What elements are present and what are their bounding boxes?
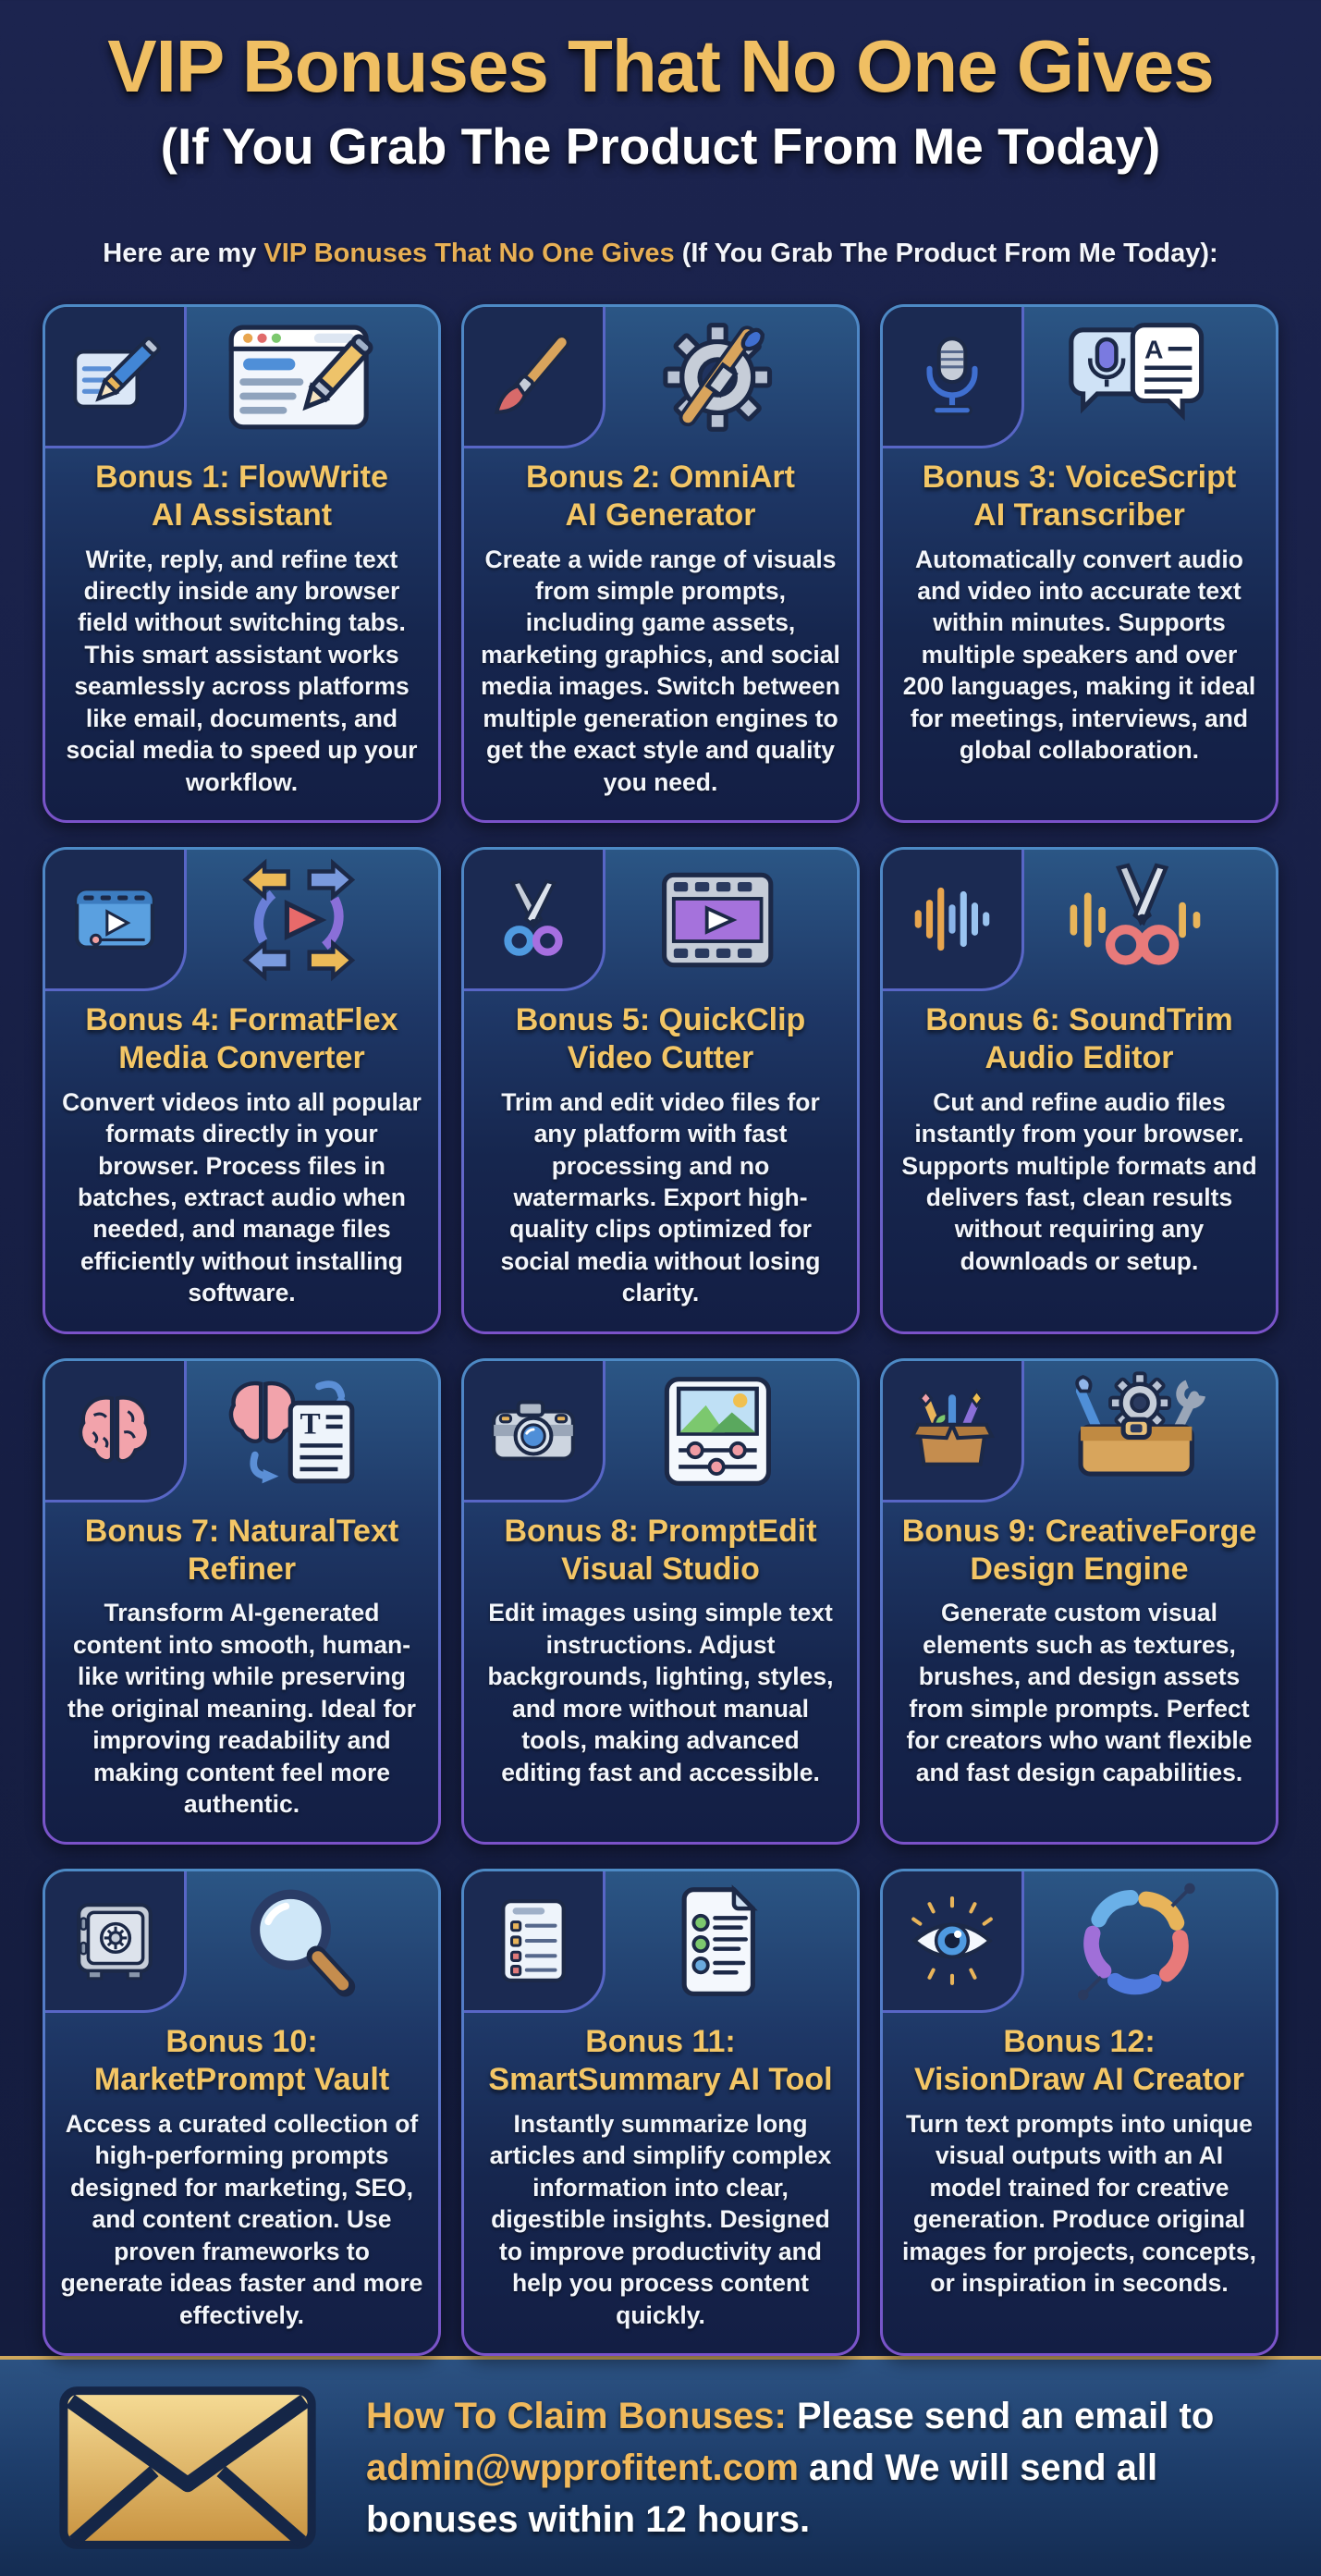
browser-pen-icon [187,307,410,448]
vault-icon [45,1871,187,2013]
image-sliders-icon [605,1361,829,1502]
bonus-card-title [470,1001,851,1077]
bonus-card-title-line: AI Assistant [151,497,333,533]
bonus-card-icons [464,307,857,448]
toolbox-icon [1024,1361,1248,1502]
bonus-card-description: Access a curated collection of high-performing prompts designed for marketing, SEO, and content creation. Use proven frameworks to generate ideas faster and more effectively. [60,2110,423,2329]
bonus-card-1 [43,304,441,823]
bonus-card-4 [43,847,441,1334]
waveform-icon [883,850,1024,991]
bonus-card-title-line: Refiner [187,1551,297,1587]
brain-icon [45,1361,187,1503]
bonus-card-3 [880,304,1278,823]
bonus-card-title-line: SmartSummary AI Tool [488,2062,833,2098]
svg-text:A: A [1144,335,1164,364]
bullet-doc-icon [605,1871,829,2012]
bonus-card-icons [464,1361,857,1502]
bonus-card-2 [461,304,860,823]
paintbrush-icon [464,307,605,448]
bonus-card-title [888,1513,1270,1589]
intro-suffix: (If You Grab The Product From Me Today): [674,239,1218,268]
bonus-card-11 [461,1869,860,2356]
bonus-card-description: Write, reply, and refine text directly inside any browser field without switching tabs. This smart assistant works seamlessly across platforms like email, documents, and social media to speed up your workflow. [66,545,418,796]
bonus-card-icons [45,850,438,990]
gear-brush-icon [605,307,829,448]
transcribe-chat-icon [1024,307,1248,448]
bonus-card-title-line: MarketPrompt Vault [93,2062,390,2098]
bonus-card-title-line: Bonus 6: SoundTrim [925,1002,1233,1038]
bonus-card-9 [880,1358,1278,1846]
bonus-card-icons [45,1871,438,2012]
intro-highlight: VIP Bonuses That No One Gives [263,239,675,268]
bonus-card-title-line: Bonus 11: [585,2024,736,2060]
craft-box-icon [883,1361,1024,1503]
bonus-card-icons [45,1361,438,1502]
bonus-card-title [51,459,433,534]
note-pen-icon [45,307,187,448]
bonus-card-6 [880,847,1278,1334]
bonus-card-12 [880,1869,1278,2356]
page-title: VIP Bonuses That No One Gives [107,25,1214,107]
bonus-card-description: Automatically convert audio and video into accurate text within minutes. Supports multiple speakers and over 200 languages, making it ideal for meetings, interviews, and global collaboration. [902,545,1256,765]
claim-heading: How To Claim Bonuses: [366,2396,787,2437]
filmstrip-play-icon [605,850,829,990]
bonus-card-title-line: Bonus 8: PromptEdit [504,1513,817,1549]
bonus-card-title-line: Bonus 2: OmniArt [526,460,795,495]
convert-arrows-icon [187,850,410,990]
waveform-scissors-icon [1024,850,1248,990]
intro-text [0,239,1321,269]
bonus-card-title-line: Bonus 3: VoiceScript [922,460,1237,495]
page-subtitle: (If You Grab The Product From Me Today) [160,117,1161,175]
bonus-card-description: Transform AI-generated content into smooth, human-like writing while preserving the original meaning. Ideal for improving readability and making content feel more authentic. [67,1599,416,1818]
bonus-card-icons [883,1871,1276,2012]
bonus-card-title [470,459,851,534]
bonus-card-title [51,1001,433,1077]
bonus-card-title-line: Bonus 10: [165,2024,318,2060]
bonus-card-description: Convert videos into all popular formats directly in your browser. Process files in batches, extract audio when needed, and manage files efficiently without installing software. [62,1087,422,1307]
bonus-card-10 [43,1869,441,2356]
video-player-icon [45,850,187,991]
bonus-grid [43,304,1278,2356]
claim-email: admin@wpprofitent.com [366,2447,799,2489]
bonus-card-title [51,2023,433,2099]
bonus-card-title [888,2023,1270,2099]
microphone-icon [883,307,1024,448]
bonus-card-title-line: Visual Studio [561,1551,760,1587]
bonus-card-title [888,1001,1270,1077]
scissors-icon [464,850,605,991]
bonus-card-title-line: Bonus 5: QuickClip [515,1002,806,1038]
bonus-card-title-line: VisionDraw AI Creator [913,2062,1245,2098]
bonus-card-5 [461,847,860,1334]
bonus-card-title-line: Bonus 9: CreativeForge [901,1513,1257,1549]
magnifier-icon [187,1871,410,2012]
bonus-card-icons [464,1871,857,2012]
bonus-card-description: Create a wide range of visuals from simple prompts, including game assets, marketing graphics, and social media images. Switch between multiple generation engines to get the exact style and quality you need. [481,545,840,796]
bonus-card-7 [43,1358,441,1846]
camera-icon [464,1361,605,1503]
bonus-card-icons [45,307,438,448]
bonus-card-description: Trim and edit video files for any platform with fast processing and no watermarks. Export high-quality clips optimized for social media without losing clarity. [500,1087,821,1307]
bonus-card-title-line: AI Generator [565,497,756,533]
claim-footer [0,2356,1321,2576]
bonus-card-title [470,1513,851,1589]
bonus-card-icons [883,307,1276,448]
bonus-card-title-line: Bonus 4: FormatFlex [85,1002,398,1038]
bonus-card-title-line: Bonus 7: NaturalText [84,1513,399,1549]
claim-body-2: and We will send all bonuses within 12 hours. [366,2447,1158,2541]
color-swirl-icon [1024,1871,1248,2012]
claim-body-1: Please send an email to [786,2396,1215,2437]
claim-text [366,2390,1267,2545]
bonus-card-description: Turn text prompts into unique visual outputs with an AI model trained for creative generation. Produce original images for projects, concepts, or inspiration in seconds. [902,2110,1256,2298]
bonus-card-title [888,459,1270,534]
checklist-doc-icon [464,1871,605,2013]
bonus-card-title [470,2023,851,2099]
envelope-icon [54,2384,322,2552]
intro-prefix: Here are my [103,239,264,268]
bonus-card-title-line: Media Converter [118,1039,365,1075]
svg-text:T: T [300,1406,321,1441]
bonus-card-description: Edit images using simple text instructions. Adjust backgrounds, lighting, styles, and more without manual tools, making advanced editing fast and accessible. [487,1599,834,1786]
bonus-card-title-line: AI Transcriber [973,497,1185,533]
bonus-card-description: Cut and refine audio files instantly from your browser. Supports multiple formats and delivers fast, clean results without requiring any downloads or setup. [901,1087,1257,1275]
bonus-card-8 [461,1358,860,1846]
brain-doc-icon [187,1361,410,1502]
bonus-card-icons [883,850,1276,990]
header [0,0,1321,176]
bonus-card-title-line: Audio Editor [985,1039,1174,1075]
bonus-card-title [51,1513,433,1589]
bonus-card-title-line: Bonus 12: [1003,2024,1156,2060]
bonus-card-icons [464,850,857,990]
bonus-card-description: Generate custom visual elements such as textures, brushes, and design assets from simple prompts. Perfect for creators who want flexible and fast design capabilities. [906,1599,1253,1786]
bonus-card-title-line: Design Engine [970,1551,1189,1587]
eye-icon [883,1871,1024,2013]
bonus-card-title-line: Bonus 1: FlowWrite [95,460,388,495]
bonus-card-description: Instantly summarize long articles and simplify complex information into clear, digestible insights. Designed to improve productivity and help you process content quickly. [489,2110,832,2329]
bonus-card-title-line: Video Cutter [567,1039,754,1075]
bonus-card-icons [883,1361,1276,1502]
